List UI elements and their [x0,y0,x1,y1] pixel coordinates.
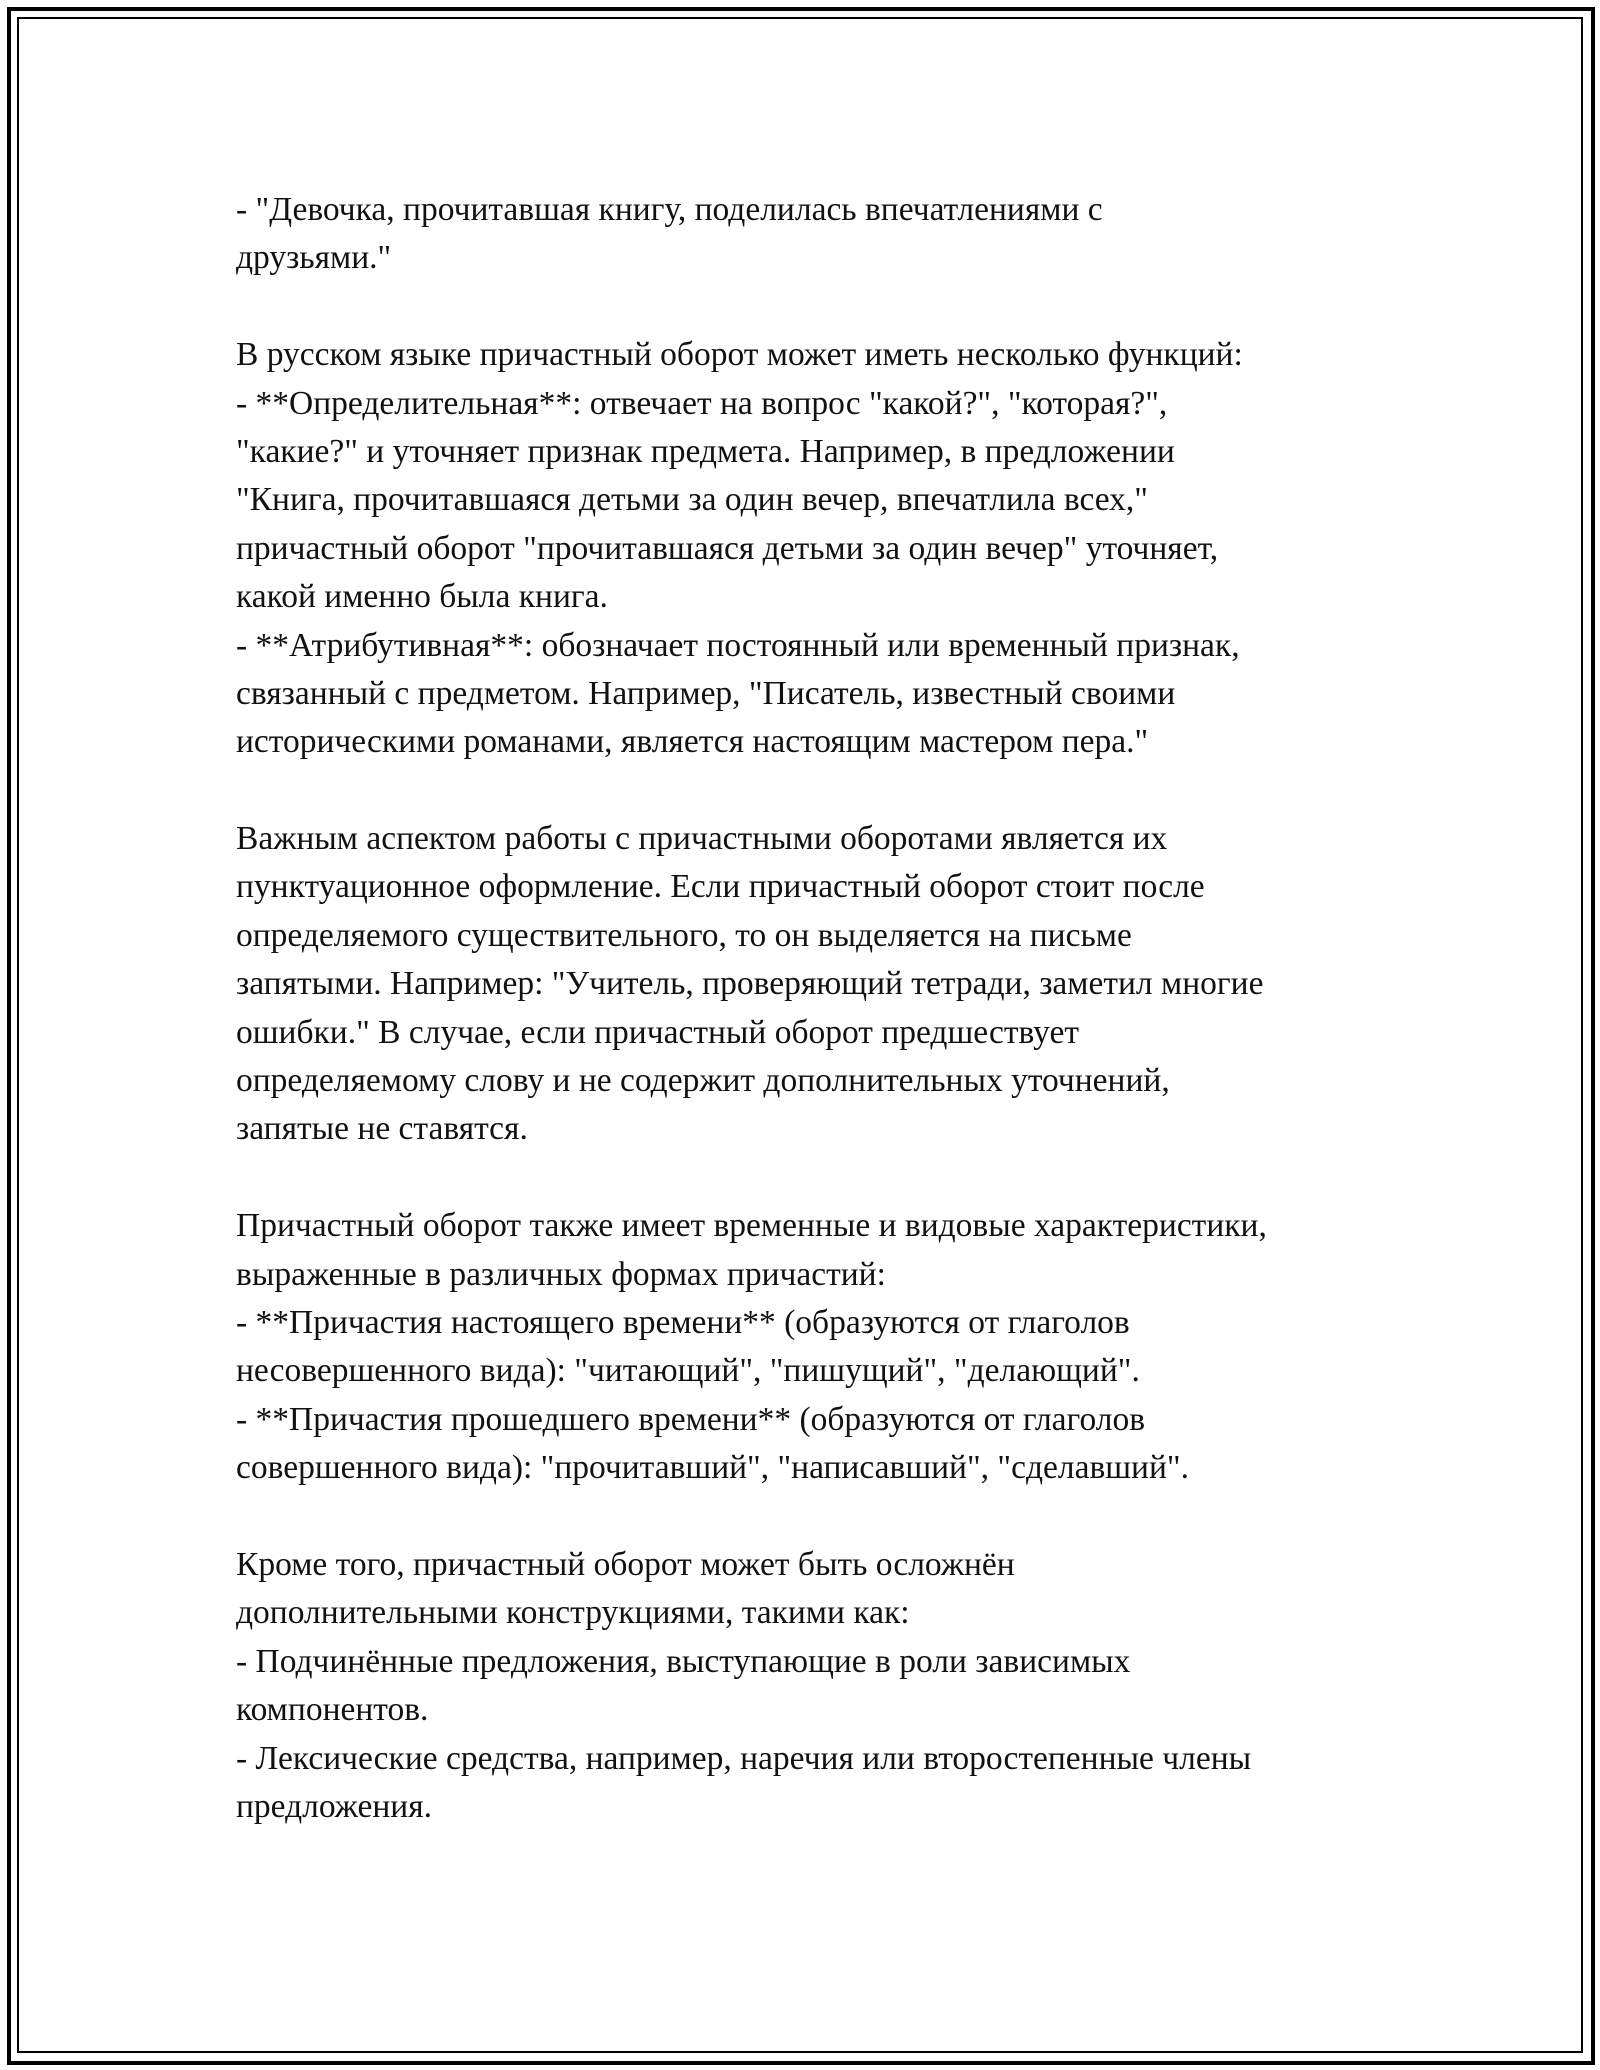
text-line: друзьями." [236,239,392,277]
paragraph-example-quote [236,186,1396,283]
text-line: дополнительными конструкциями, такими как: [236,1594,910,1632]
text-line: ошибки." В случае, если причастный оборот предшествует [236,1013,1079,1051]
text-line: связанный с предметом. Например, "Писатель, известный своими [236,674,1176,712]
text-line: Важным аспектом работы с причастными оборотами является их [236,820,1168,858]
paragraph-functions [236,331,1396,767]
text-line: - **Атрибутивная**: обозначает постоянный или временный признак, [236,626,1240,664]
text-line: определяемого существительного, то он выделяется на письме [236,916,1132,954]
text-line: компонентов. [236,1691,429,1729]
paragraph-gap [236,1154,1396,1202]
paragraph-gap [236,767,1396,815]
text-line: предложения. [236,1787,432,1825]
paragraph-punctuation [236,815,1396,1154]
text-line: какой именно была книга. [236,578,608,616]
text-line: определяемому слову и не содержит дополнительных уточнений, [236,1062,1170,1100]
text-line: В русском языке причастный оборот может иметь несколько функций: [236,336,1243,374]
text-line: совершенного вида): "прочитавший", "написавший", "сделавший". [236,1449,1189,1487]
text-line: - **Определительная**: отвечает на вопрос "какой?", "которая?", [236,384,1168,422]
text-line: несовершенного вида): "читающий", "пишущий", "делающий". [236,1352,1140,1390]
text-line: Кроме того, причастный оборот может быть осложнён [236,1545,1015,1583]
text-line: причастный оборот "прочитавшаяся детьми за один вечер" уточняет, [236,529,1219,567]
text-line: - **Причастия настоящего времени** (образуются от глаголов [236,1303,1130,1341]
text-line: "Книга, прочитавшаяся детьми за один вечер, впечатлила всех," [236,481,1148,519]
paragraph-complications [236,1541,1396,1831]
text-line: - "Девочка, прочитавшая книгу, поделилась впечатлениями с [236,191,1103,228]
document-body [236,186,1396,1831]
text-line: - Подчинённые предложения, выступающие в роли зависимых [236,1642,1131,1680]
paragraph-gap [236,1493,1396,1541]
text-line: Причастный оборот также имеет временные и видовые характеристики, [236,1207,1267,1245]
paragraph-tense-aspect [236,1202,1396,1492]
text-line: "какие?" и уточняет признак предмета. Например, в предложении [236,432,1175,470]
text-line: пунктуационное оформление. Если причастный оборот стоит после [236,868,1205,906]
paragraph-gap [236,283,1396,331]
text-line: выраженные в различных формах причастий: [236,1255,886,1293]
text-line: историческими романами, является настоящим мастером пера." [236,723,1149,761]
text-line: запятые не ставятся. [236,1110,528,1148]
text-line: запятыми. Например: "Учитель, проверяющий тетради, заметил многие [236,965,1264,1003]
text-line: - **Причастия прошедшего времени** (образуются от глаголов [236,1400,1146,1438]
text-line: - Лексические средства, например, наречия или второстепенные члены [236,1739,1252,1777]
